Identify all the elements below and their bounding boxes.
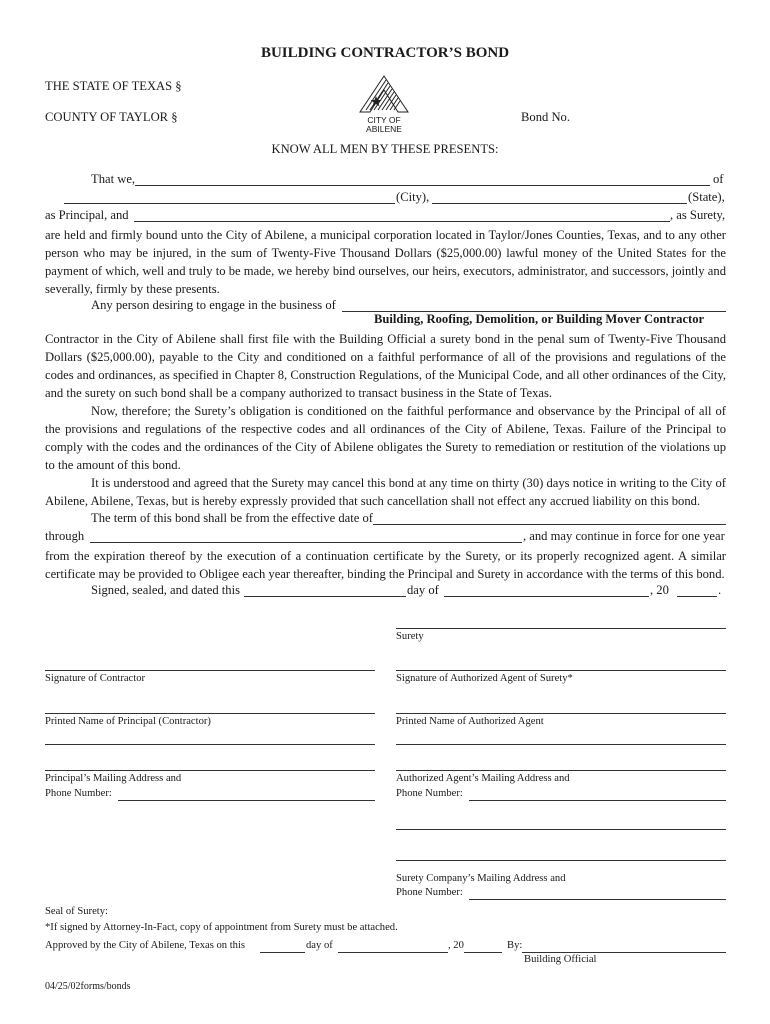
attorney-note: *If signed by Attorney-In-Fact, copy of appointment from Surety must be attached. xyxy=(45,922,398,933)
agent-phone-field[interactable] xyxy=(469,800,726,801)
abilene-logo-icon xyxy=(356,74,412,116)
contractor-signature-label: Signature of Contractor xyxy=(45,673,146,684)
approved-month-field[interactable] xyxy=(338,952,448,953)
that-we-label: That we, xyxy=(91,172,136,186)
seal-of-surety-label: Seal of Surety: xyxy=(45,906,108,917)
county-line: COUNTY OF TAYLOR § xyxy=(45,110,178,124)
approved-year-prefix: , 20 xyxy=(448,940,464,951)
approved-year-field[interactable] xyxy=(464,952,502,953)
as-principal-label: as Principal, and xyxy=(45,208,129,222)
surety-phone-label: Phone Number: xyxy=(396,887,463,898)
city-of-abilene-logo xyxy=(356,74,412,134)
signed-year-prefix: , 20 xyxy=(650,583,669,597)
bound-paragraph: are held and firmly bound unto the City of Abilene, a municipal corporation located in Taylor/Jones Counties, Texas, and to any other person who may be injured, in the sum of Twenty-Five Thousand Dollars ($25,000.00) lawful money of the United States for the payment of which, well and truly to be made, we hereby bind ourselves, our heirs, executors, administrator, and successors, jointly and severally, firmly by these presents. xyxy=(45,228,726,296)
principal-phone-field[interactable] xyxy=(118,800,375,801)
surety-address-line-1[interactable] xyxy=(396,829,726,830)
approved-day-field[interactable] xyxy=(260,952,305,953)
signed-day-of-label: day of xyxy=(407,583,439,597)
state-line: THE STATE OF TEXAS § xyxy=(45,79,182,93)
by-label: By: xyxy=(507,940,523,951)
signed-month-field[interactable] xyxy=(444,596,649,597)
signed-label: Signed, sealed, and dated this xyxy=(91,583,240,597)
through-date-field[interactable] xyxy=(90,542,522,543)
principal-extra-line[interactable] xyxy=(45,744,375,745)
surety-phone-field[interactable] xyxy=(469,899,726,900)
agent-phone-label: Phone Number: xyxy=(396,788,463,799)
surety-name-field[interactable] xyxy=(134,221,670,222)
contractor-signature-line[interactable] xyxy=(45,670,375,671)
business-types-caption: Building, Roofing, Demolition, or Building Mover Contractor xyxy=(374,312,705,326)
agent-printed-name-label: Printed Name of Authorized Agent xyxy=(396,716,544,727)
state-label: (State), xyxy=(688,190,725,204)
signed-day-field[interactable] xyxy=(244,596,406,597)
approved-label: Approved by the City of Abilene, Texas on this xyxy=(45,940,246,951)
logo-text-city-of: CITY OF xyxy=(367,115,401,125)
surety-address-label: Surety Company’s Mailing Address and xyxy=(396,873,566,884)
agent-extra-line[interactable] xyxy=(396,744,726,745)
signed-period: . xyxy=(718,583,722,597)
contractor-paragraph: Contractor in the City of Abilene shall first file with the Building Official a surety bond in the penal sum of Twenty-Five Thousand Dollars ($25,000.00), payable to the City and conditioned on a faithful performance of all of the provisions and regulations of the codes and ordinances, as specified in Chapter 8, Construction Regulations, of the Municipal Code, and all other ordinances of the City, and the surety on such bond shall be a company authorized to transact business in the State of Texas. xyxy=(45,332,726,400)
term-label: The term of this bond shall be from the effective date of xyxy=(91,511,373,525)
state-field[interactable] xyxy=(432,203,687,204)
as-surety-label: , as Surety, xyxy=(670,208,726,222)
principal-address-line[interactable] xyxy=(45,770,375,771)
of-label: of xyxy=(713,172,724,186)
through-label: through xyxy=(45,529,85,543)
surety-address-line-2[interactable] xyxy=(396,860,726,861)
principal-phone-label: Phone Number: xyxy=(45,788,112,799)
now-therefore-paragraph: Now, therefore; the Surety’s obligation is conditioned on the faithful performance and observance by the Principal of all of the provisions and regulations of the respective codes and all ordinances of the City of Abilene, Texas. Failure of the Principal to comply with the codes and the ordinances of the City of Abilene obligates the Surety to remediation or restitution of the violations up to the amount of this bond. xyxy=(45,404,726,472)
continue-label: , and may continue in force for one year xyxy=(523,529,725,543)
agent-address-label: Authorized Agent’s Mailing Address and xyxy=(396,773,570,784)
cancellation-paragraph: It is understood and agreed that the Surety may cancel this bond at any time on thirty (30) days notice in writing to the City of Abilene, Abilene, Texas, but is hereby expressly provided that such cancellation shall not effect any accrued liability on this bond. xyxy=(45,476,726,508)
surety-signature-line[interactable] xyxy=(396,628,726,629)
building-official-signature-field[interactable] xyxy=(522,952,726,953)
know-all-men-heading: KNOW ALL MEN BY THESE PRESENTS: xyxy=(271,142,499,156)
effective-date-field[interactable] xyxy=(373,524,726,525)
agent-signature-label: Signature of Authorized Agent of Surety* xyxy=(396,673,573,684)
surety-label: Surety xyxy=(396,631,424,642)
principal-address-label: Principal’s Mailing Address and xyxy=(45,773,182,784)
building-official-label: Building Official xyxy=(524,954,597,965)
agent-printed-name-line[interactable] xyxy=(396,713,726,714)
form-code: 04/25/02forms/bonds xyxy=(45,981,131,992)
bond-number-label: Bond No. xyxy=(521,110,570,124)
principal-printed-name-label: Printed Name of Principal (Contractor) xyxy=(45,716,211,727)
expiration-paragraph: from the expiration thereof by the execution of a continuation certificate by the Surety, or its properly recognized agent. A similar certificate may be provided to Obligee each year thereafter, binding the Principal and Surety in accordance with the terms of this bond. xyxy=(45,549,726,581)
any-person-label: Any person desiring to engage in the business of xyxy=(91,298,336,312)
agent-address-line[interactable] xyxy=(396,770,726,771)
city-field[interactable] xyxy=(64,203,395,204)
city-label: (City), xyxy=(396,190,430,204)
principal-name-field[interactable] xyxy=(135,185,710,186)
logo-text-abilene: ABILENE xyxy=(366,124,402,134)
principal-printed-name-line[interactable] xyxy=(45,713,375,714)
signed-year-field[interactable] xyxy=(677,596,717,597)
agent-signature-line[interactable] xyxy=(396,670,726,671)
document-title: BUILDING CONTRACTOR’S BOND xyxy=(260,45,510,61)
approved-day-of-label: day of xyxy=(306,940,333,951)
